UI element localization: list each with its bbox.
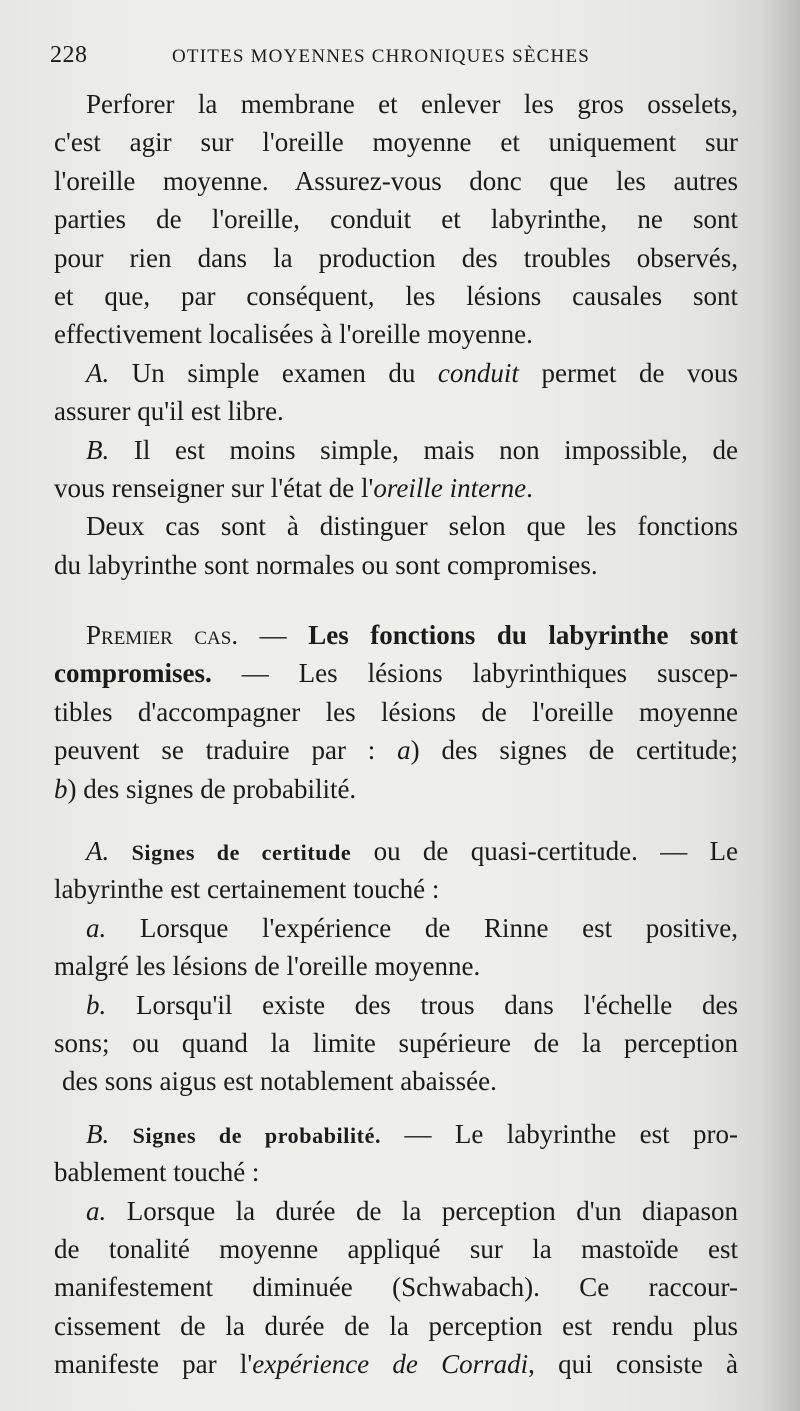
- text-line: malgré les lésions de l'oreille moyenne.: [54, 951, 481, 982]
- paragraph-a-line: A. Un simple examen du conduit permet de vous: [86, 357, 739, 388]
- section-label: Premier cas.: [86, 620, 239, 651]
- item-label: b.: [86, 989, 107, 1020]
- item-label: a.: [86, 912, 107, 943]
- italic-term: oreille interne: [373, 472, 527, 503]
- text-line: l'oreille moyenne. Assurez-vous donc que les autres: [54, 165, 738, 196]
- italic-term: expérience de Corradi: [252, 1349, 529, 1380]
- text-line: bablement touché :: [54, 1157, 260, 1188]
- text-line: c'est agir sur l'oreille moyenne et uniquement sur: [54, 127, 738, 158]
- text-line: effectivement localisées à l'oreille moyenne.: [54, 319, 533, 350]
- text-line: b. Lorsqu'il existe des trous dans l'échelle des: [86, 989, 738, 1020]
- text-line: Perforer la membrane et enlever les gros osselets,: [86, 89, 738, 119]
- text-line: des sons aigus est notablement abaissée.: [62, 1066, 497, 1097]
- page-number: 228: [50, 42, 88, 68]
- text-line: sons; ou quand la limite supérieure de la perception: [54, 1027, 738, 1058]
- text-line: a. Lorsque l'expérience de Rinne est positive,: [86, 912, 738, 943]
- text-line: peuvent se traduire par : a) des signes de certitude;: [54, 735, 739, 766]
- item-label: a.: [86, 1195, 107, 1226]
- text-line: a. Lorsque la durée de la perception d'un diapason: [86, 1195, 738, 1226]
- subsection-heading: Signes de certitude: [131, 840, 352, 866]
- section-heading: Les fonctions du labyrinthe sont: [308, 620, 738, 651]
- text-line: assurer qu'il est libre.: [54, 396, 284, 427]
- text-line: cissement de la durée de la perception est rendu plus: [54, 1310, 738, 1341]
- text-line: tibles d'accompagner les lésions de l'oreille moyenne: [54, 696, 738, 727]
- text-line: b) des signes de probabilité.: [54, 773, 357, 804]
- text-line: compromises. — Les lésions labyrinthiques suscep-: [54, 658, 738, 689]
- section-heading: compromises.: [54, 658, 212, 689]
- item-label: B.: [86, 434, 110, 465]
- text-line: manifeste par l'expérience de Corradi, qui consiste à: [54, 1349, 739, 1380]
- text-line: et que, par conséquent, les lésions causales sont: [54, 280, 738, 311]
- text-line: parties de l'oreille, conduit et labyrinthe, ne sont: [54, 204, 738, 235]
- page-header: [50, 42, 750, 74]
- subsection-heading-line: A. Signes de certitude ou de quasi-certitude. — Le: [86, 836, 738, 867]
- text-line: du labyrinthe sont normales ou sont compromises.: [54, 549, 598, 580]
- item-label: B.: [86, 1118, 110, 1149]
- text-line: labyrinthe est certainement touché :: [54, 874, 440, 905]
- page-body: [54, 85, 738, 1384]
- text-line: vous renseigner sur l'état de l'oreille interne.: [54, 472, 533, 503]
- text-line: manifestement diminuée (Schwabach). Ce raccour-: [54, 1272, 738, 1303]
- running-title: OTITES MOYENNES CHRONIQUES SÈCHES: [172, 46, 591, 67]
- text-line: Deux cas sont à distinguer selon que les fonctions: [86, 511, 738, 542]
- item-label: A.: [86, 357, 110, 388]
- subsection-heading-line: B. Signes de probabilité. — Le labyrinthe est pro-: [86, 1118, 739, 1149]
- section-heading-line: Premier cas. — Les fonctions du labyrinthe sont: [86, 620, 738, 651]
- item-label: A.: [86, 836, 110, 867]
- subsection-heading: Signes de probabilité.: [132, 1122, 382, 1148]
- paragraph-b-line: B. Il est moins simple, mais non impossible, de: [86, 434, 739, 465]
- text-line: de tonalité moyenne appliqué sur la mastoïde est: [54, 1233, 738, 1264]
- italic-term: conduit: [437, 357, 519, 388]
- text-line: pour rien dans la production des troubles observés,: [54, 242, 738, 273]
